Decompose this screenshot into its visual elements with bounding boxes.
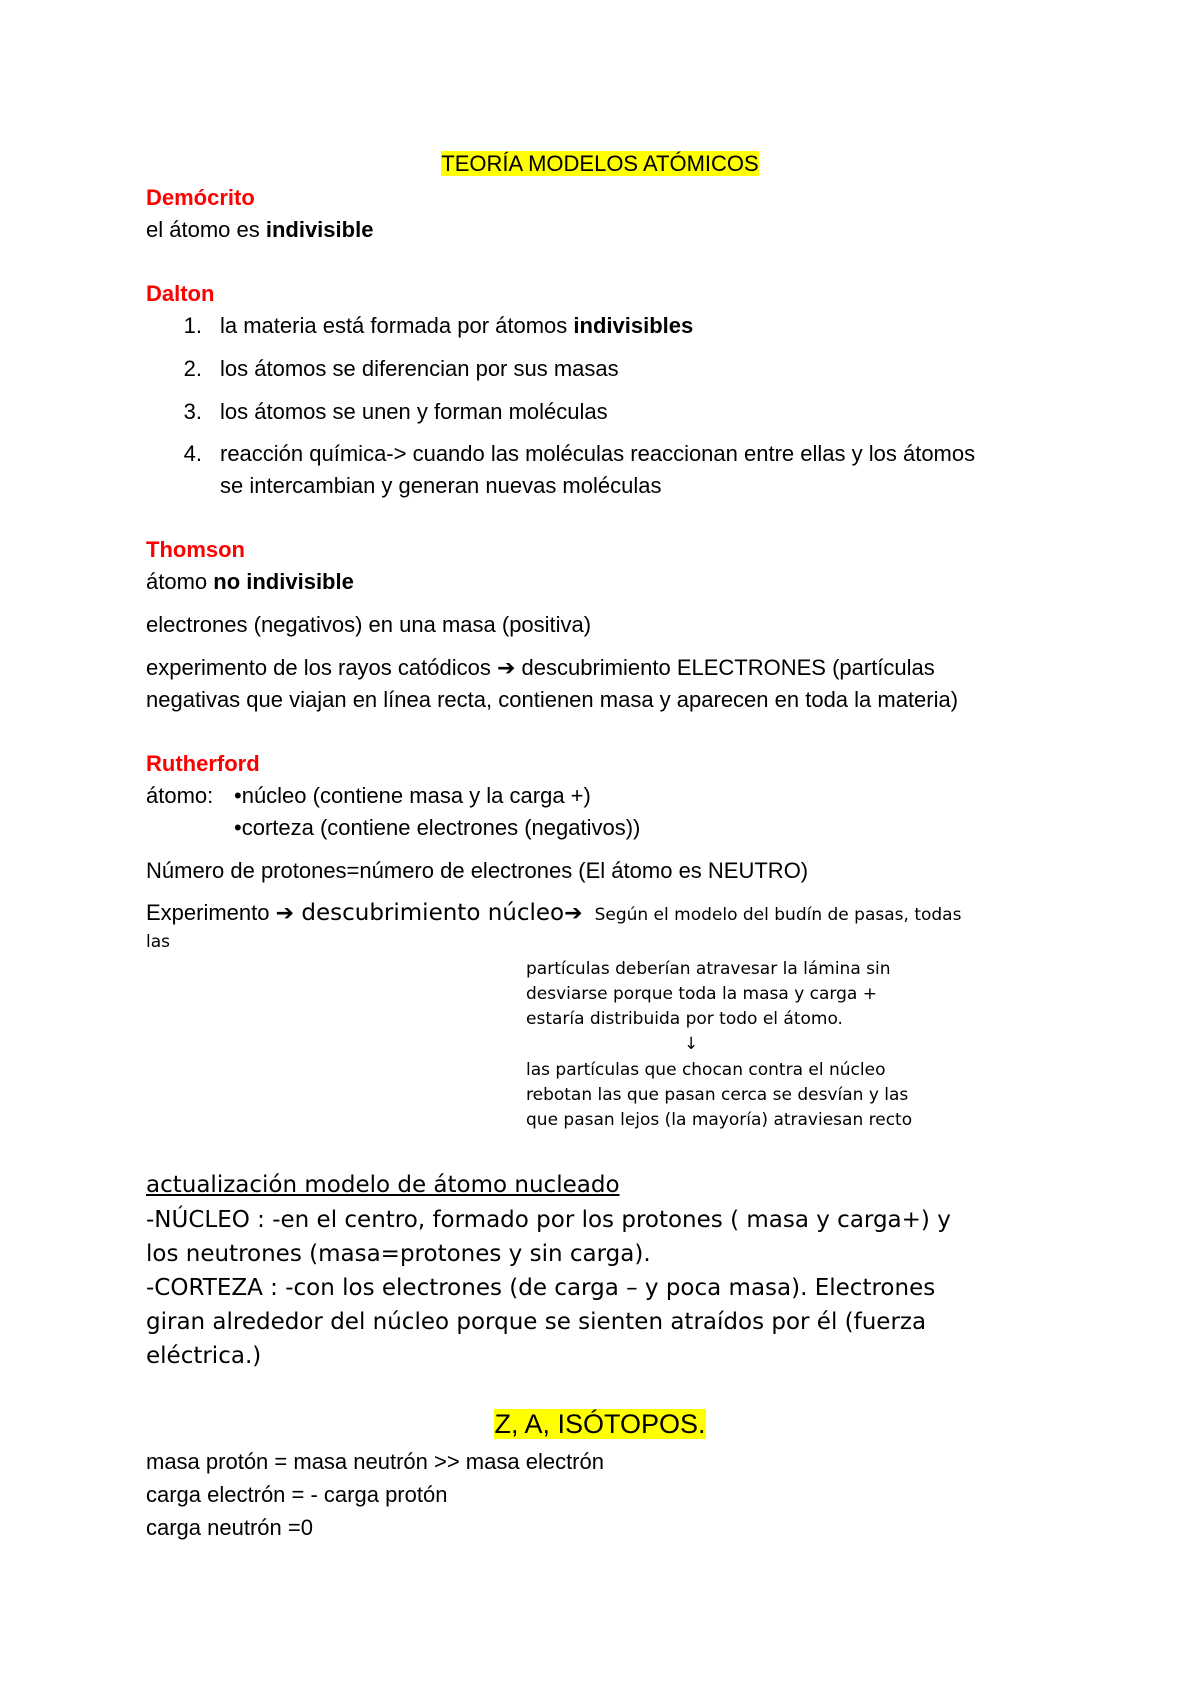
update-line: los neutrones (masa=protones y sin carga). bbox=[146, 1241, 651, 1267]
rutherford-part-cortex: •corteza (contiene electrones (negativos)) bbox=[234, 815, 641, 840]
dalton-item-bold: indivisibles bbox=[573, 313, 694, 338]
isotopes-line: carga electrón = - carga protón bbox=[146, 1482, 448, 1507]
update-heading: actualización modelo de átomo nucleado bbox=[146, 1172, 620, 1198]
dalton-item-4 bbox=[172, 438, 975, 470]
dalton-item-1 bbox=[172, 310, 693, 342]
thomson-line-4: negativas que viajan en línea recta, contienen masa y aparecen en toda la materia) bbox=[146, 687, 959, 712]
down-arrow-icon: ↓ bbox=[684, 1034, 699, 1054]
dalton-item-3 bbox=[172, 396, 608, 428]
thomson-line-3 bbox=[146, 652, 935, 685]
experiment-note-cont: las bbox=[146, 932, 170, 952]
experiment-discovery: descubrimiento núcleo bbox=[294, 900, 565, 926]
thomson-text: experimento de los rayos catódicos bbox=[146, 655, 497, 680]
thomson-line-2: electrones (negativos) en una masa (positiva) bbox=[146, 612, 592, 637]
list-number: 4. bbox=[183, 441, 202, 466]
thomson-line-1 bbox=[146, 566, 354, 598]
result-line: que pasan lejos (la mayoría) atraviesan recto bbox=[526, 1110, 913, 1130]
experiment-label: Experimento bbox=[146, 900, 276, 925]
rutherford-atom-label: átomo: bbox=[146, 783, 214, 808]
dalton-item-4-cont: se intercambian y generan nuevas moléculas bbox=[220, 473, 662, 498]
page-title: TEORÍA MODELOS ATÓMICOS bbox=[441, 151, 759, 176]
dalton-item-text: reacción química-> cuando las moléculas reaccionan entre ellas y los átomos bbox=[220, 441, 976, 466]
isotopes-title-row bbox=[0, 1406, 1200, 1442]
democrito-heading: Demócrito bbox=[146, 185, 255, 210]
update-line: eléctrica.) bbox=[146, 1343, 262, 1369]
update-line: giran alrededor del núcleo porque se sienten atraídos por él (fuerza bbox=[146, 1309, 927, 1335]
right-arrow-icon: ➔ bbox=[275, 901, 295, 926]
isotopes-title: Z, A, ISÓTOPOS. bbox=[494, 1409, 706, 1439]
dalton-item-2 bbox=[172, 353, 619, 385]
list-number: 2. bbox=[183, 356, 202, 381]
right-arrow-icon: ➔ bbox=[564, 901, 583, 926]
list-number: 1. bbox=[183, 313, 202, 338]
update-line: -NÚCLEO : -en el centro, formado por los protones ( masa y carga+) y bbox=[146, 1207, 951, 1233]
note-line: estaría distribuida por todo el átomo. bbox=[526, 1009, 843, 1029]
isotopes-line: masa protón = masa neutrón >> masa electrón bbox=[146, 1449, 604, 1474]
thomson-text: átomo bbox=[146, 569, 214, 594]
democrito-bold: indivisible bbox=[265, 217, 374, 242]
thomson-heading: Thomson bbox=[146, 537, 245, 562]
dalton-item-text: los átomos se diferencian por sus masas bbox=[220, 356, 619, 381]
thomson-text: descubrimiento ELECTRONES (partículas bbox=[515, 655, 935, 680]
democrito-line bbox=[146, 214, 373, 246]
note-line: desviarse porque toda la masa y carga + bbox=[526, 984, 877, 1004]
result-line: rebotan las que pasan cerca se desvían y las bbox=[526, 1085, 909, 1105]
rutherford-experiment-line bbox=[146, 896, 961, 930]
democrito-text: el átomo es bbox=[146, 217, 266, 242]
dalton-item-text: la materia está formada por átomos bbox=[220, 313, 574, 338]
rutherford-protons-line: Número de protones=número de electrones (El átomo es NEUTRO) bbox=[146, 858, 809, 883]
right-arrow-icon: ➔ bbox=[496, 656, 516, 681]
rutherford-heading: Rutherford bbox=[146, 751, 260, 776]
update-line: -CORTEZA : -con los electrones (de carga – y poca masa). Electrones bbox=[146, 1275, 936, 1301]
rutherford-part-nucleus: •núcleo (contiene masa y la carga +) bbox=[234, 783, 591, 808]
result-line: las partículas que chocan contra el núcleo bbox=[526, 1060, 886, 1080]
list-number: 3. bbox=[183, 399, 202, 424]
note-line: partículas deberían atravesar la lámina sin bbox=[526, 959, 891, 979]
dalton-heading: Dalton bbox=[146, 281, 215, 306]
title-row bbox=[0, 148, 1200, 180]
experiment-note: Según el modelo del budín de pasas, todas bbox=[594, 905, 962, 925]
dalton-item-text: los átomos se unen y forman moléculas bbox=[220, 399, 608, 424]
thomson-bold: no indivisible bbox=[213, 569, 354, 594]
isotopes-line: carga neutrón =0 bbox=[146, 1515, 313, 1540]
